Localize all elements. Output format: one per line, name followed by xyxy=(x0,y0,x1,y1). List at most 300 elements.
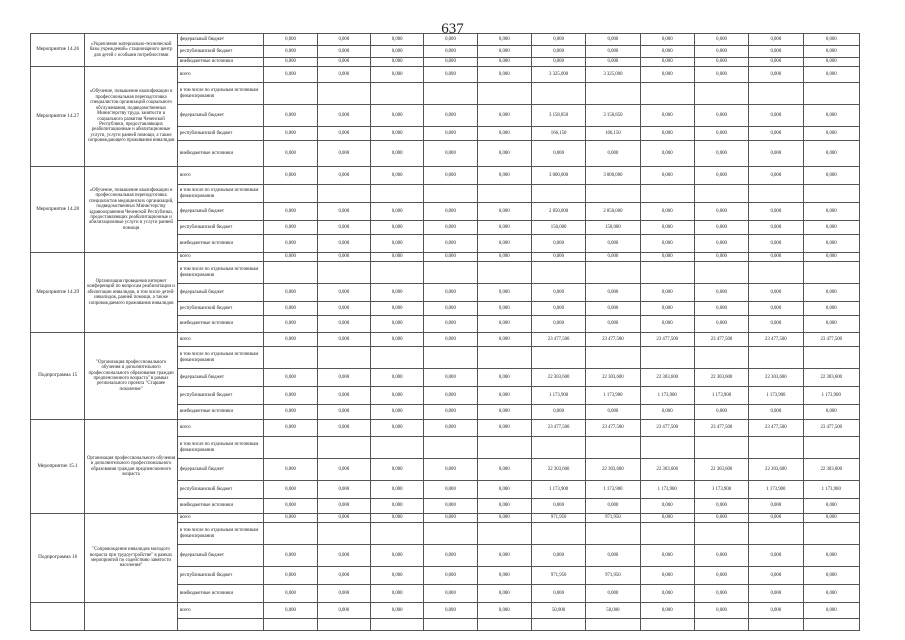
amount-cell xyxy=(317,262,370,284)
amount-cell xyxy=(749,262,803,284)
amount-cell: 0,000 xyxy=(803,34,860,46)
amount-cell: 0,000 xyxy=(586,316,640,333)
amount-cell: 0,000 xyxy=(477,333,531,347)
amount-cell xyxy=(264,523,317,545)
amount-cell: 0,000 xyxy=(640,253,694,262)
amount-cell: 0,000 xyxy=(803,603,860,619)
funding-source-cell: в том числе по отдельным источникам финансирования xyxy=(177,83,264,105)
amount-cell: 0,000 xyxy=(694,105,748,127)
amount-cell: 0,000 xyxy=(317,567,370,585)
amount-cell: 23 477,500 xyxy=(749,420,803,437)
amount-cell xyxy=(371,262,424,284)
amount-cell: 0,000 xyxy=(317,235,370,253)
amount-cell: 0,000 xyxy=(424,127,477,141)
amount-cell: 0,000 xyxy=(803,235,860,253)
funding-source-cell: внебюджетные источники xyxy=(177,235,264,253)
amount-cell: 0,000 xyxy=(586,58,640,67)
amount-cell: 22 303,600 xyxy=(803,459,860,481)
amount-cell: 0,000 xyxy=(640,545,694,567)
funding-source-cell: внебюджетные источники xyxy=(177,316,264,333)
amount-cell: 23 477,500 xyxy=(586,333,640,347)
amount-cell: 0,000 xyxy=(640,127,694,141)
amount-cell: 0,000 xyxy=(531,141,585,167)
amount-cell xyxy=(477,619,531,631)
amount-cell xyxy=(803,185,860,203)
amount-cell xyxy=(694,185,748,203)
amount-cell: 0,000 xyxy=(424,141,477,167)
amount-cell: 0,000 xyxy=(424,34,477,46)
amount-cell: 0,000 xyxy=(264,567,317,585)
amount-cell: 0,000 xyxy=(477,567,531,585)
amount-cell: 0,000 xyxy=(531,58,585,67)
amount-cell: 0,000 xyxy=(264,545,317,567)
amount-cell xyxy=(640,437,694,459)
amount-cell: 1 173,900 xyxy=(749,387,803,405)
block-code-cell xyxy=(31,603,85,631)
amount-cell: 0,000 xyxy=(317,284,370,302)
table-row xyxy=(31,34,860,46)
amount-cell: 0,000 xyxy=(694,127,748,141)
amount-cell: 23 477,500 xyxy=(640,333,694,347)
table-body xyxy=(31,34,860,631)
amount-cell: 0,000 xyxy=(749,105,803,127)
funding-source-cell: республиканский бюджет xyxy=(177,387,264,405)
amount-cell xyxy=(477,523,531,545)
amount-cell: 0,000 xyxy=(531,499,585,514)
amount-cell: 0,000 xyxy=(477,105,531,127)
amount-cell: 0,000 xyxy=(477,235,531,253)
amount-cell: 0,000 xyxy=(477,499,531,514)
amount-cell: 1 173,900 xyxy=(803,387,860,405)
amount-cell: 0,000 xyxy=(640,46,694,58)
amount-cell: 0,000 xyxy=(477,167,531,185)
amount-cell: 0,000 xyxy=(317,221,370,235)
amount-cell: 0,000 xyxy=(371,221,424,235)
table-row xyxy=(31,333,860,347)
amount-cell: 0,000 xyxy=(694,46,748,58)
amount-cell xyxy=(586,619,640,631)
amount-cell xyxy=(694,83,748,105)
amount-cell: 971,950 xyxy=(586,567,640,585)
amount-cell xyxy=(531,619,585,631)
amount-cell: 0,000 xyxy=(264,34,317,46)
amount-cell xyxy=(531,523,585,545)
amount-cell: 0,000 xyxy=(694,603,748,619)
block-code-cell: Мероприятие 15.1 xyxy=(31,420,85,514)
amount-cell: 1 173,900 xyxy=(640,481,694,499)
amount-cell: 0,000 xyxy=(264,405,317,420)
amount-cell: 0,000 xyxy=(694,585,748,603)
funding-source-cell: федеральный бюджет xyxy=(177,545,264,567)
amount-cell xyxy=(803,619,860,631)
amount-cell: 0,000 xyxy=(749,567,803,585)
amount-cell: 0,000 xyxy=(371,333,424,347)
amount-cell: 2 850,000 xyxy=(586,203,640,221)
amount-cell xyxy=(424,83,477,105)
amount-cell: 0,000 xyxy=(424,405,477,420)
amount-cell xyxy=(586,185,640,203)
amount-cell: 0,000 xyxy=(317,369,370,387)
amount-cell xyxy=(317,347,370,369)
amount-cell: 0,000 xyxy=(531,405,585,420)
amount-cell: 0,000 xyxy=(424,46,477,58)
amount-cell: 0,000 xyxy=(531,46,585,58)
amount-cell: 0,000 xyxy=(749,141,803,167)
amount-cell xyxy=(317,185,370,203)
amount-cell: 22 303,600 xyxy=(803,369,860,387)
amount-cell: 0,000 xyxy=(371,369,424,387)
amount-cell: 0,000 xyxy=(586,405,640,420)
block-description-cell: Организация профессионального обучения и дополнительного профессионального образования граждан предпенсионного возраста xyxy=(85,420,178,514)
amount-cell: 0,000 xyxy=(477,203,531,221)
amount-cell: 0,000 xyxy=(317,420,370,437)
amount-cell: 0,000 xyxy=(424,203,477,221)
amount-cell: 0,000 xyxy=(424,459,477,481)
amount-cell: 0,000 xyxy=(749,127,803,141)
amount-cell: 22 303,600 xyxy=(694,459,748,481)
funding-source-cell: внебюджетные источники xyxy=(177,585,264,603)
amount-cell: 23 477,500 xyxy=(749,333,803,347)
amount-cell: 0,000 xyxy=(371,420,424,437)
amount-cell: 0,000 xyxy=(640,284,694,302)
amount-cell: 0,000 xyxy=(371,235,424,253)
amount-cell: 0,000 xyxy=(317,302,370,316)
amount-cell xyxy=(640,262,694,284)
amount-cell: 0,000 xyxy=(477,221,531,235)
amount-cell: 0,000 xyxy=(317,499,370,514)
amount-cell: 0,000 xyxy=(531,302,585,316)
amount-cell xyxy=(586,83,640,105)
amount-cell: 0,000 xyxy=(424,302,477,316)
amount-cell: 0,000 xyxy=(803,302,860,316)
amount-cell xyxy=(586,347,640,369)
funding-source-cell: республиканский бюджет xyxy=(177,221,264,235)
amount-cell: 0,000 xyxy=(749,253,803,262)
amount-cell: 0,000 xyxy=(424,567,477,585)
amount-cell xyxy=(264,437,317,459)
amount-cell xyxy=(694,437,748,459)
amount-cell: 1 173,900 xyxy=(586,387,640,405)
block-code-cell: Подпрограмма 15 xyxy=(31,333,85,420)
amount-cell: 0,000 xyxy=(749,221,803,235)
funding-source-cell: внебюджетные источники xyxy=(177,58,264,67)
amount-cell xyxy=(640,185,694,203)
amount-cell: 0,000 xyxy=(803,46,860,58)
amount-cell: 0,000 xyxy=(531,316,585,333)
table-row xyxy=(31,420,860,437)
table-row xyxy=(31,67,860,83)
amount-cell: 0,000 xyxy=(264,481,317,499)
amount-cell: 0,000 xyxy=(803,58,860,67)
amount-cell: 0,000 xyxy=(477,34,531,46)
block-code-cell: Мероприятие 14.27 xyxy=(31,67,85,167)
amount-cell: 0,000 xyxy=(477,67,531,83)
amount-cell: 0,000 xyxy=(264,203,317,221)
amount-cell: 0,000 xyxy=(803,221,860,235)
funding-source-cell: республиканский бюджет xyxy=(177,567,264,585)
amount-cell: 0,000 xyxy=(317,34,370,46)
amount-cell: 0,000 xyxy=(803,405,860,420)
amount-cell xyxy=(803,437,860,459)
amount-cell: 0,000 xyxy=(749,405,803,420)
amount-cell: 0,000 xyxy=(371,405,424,420)
amount-cell: 0,000 xyxy=(424,105,477,127)
amount-cell: 0,000 xyxy=(640,67,694,83)
amount-cell: 0,000 xyxy=(424,481,477,499)
funding-source-cell: в том числе по отдельным источникам финансирования xyxy=(177,347,264,369)
amount-cell: 0,000 xyxy=(477,141,531,167)
amount-cell: 0,000 xyxy=(586,545,640,567)
amount-cell xyxy=(586,262,640,284)
amount-cell: 0,000 xyxy=(371,387,424,405)
amount-cell: 0,000 xyxy=(317,316,370,333)
amount-cell xyxy=(424,185,477,203)
amount-cell: 0,000 xyxy=(803,105,860,127)
amount-cell: 0,000 xyxy=(264,141,317,167)
amount-cell: 0,000 xyxy=(477,420,531,437)
funding-source-cell: республиканский бюджет xyxy=(177,127,264,141)
amount-cell: 166,150 xyxy=(531,127,585,141)
amount-cell: 22 303,600 xyxy=(640,369,694,387)
amount-cell: 0,000 xyxy=(264,105,317,127)
amount-cell: 0,000 xyxy=(640,302,694,316)
amount-cell: 0,000 xyxy=(694,302,748,316)
amount-cell xyxy=(749,523,803,545)
amount-cell: 0,000 xyxy=(477,58,531,67)
amount-cell: 0,000 xyxy=(586,34,640,46)
amount-cell: 3 158,850 xyxy=(586,105,640,127)
amount-cell: 0,000 xyxy=(694,284,748,302)
amount-cell xyxy=(803,347,860,369)
amount-cell: 0,000 xyxy=(694,567,748,585)
amount-cell: 0,000 xyxy=(424,235,477,253)
amount-cell: 0,000 xyxy=(640,585,694,603)
amount-cell: 0,000 xyxy=(749,235,803,253)
amount-cell: 0,000 xyxy=(424,58,477,67)
amount-cell: 3 000,000 xyxy=(531,167,585,185)
amount-cell: 0,000 xyxy=(803,141,860,167)
amount-cell: 0,000 xyxy=(317,141,370,167)
amount-cell: 0,000 xyxy=(803,167,860,185)
amount-cell: 0,000 xyxy=(694,167,748,185)
amount-cell: 23 477,500 xyxy=(803,420,860,437)
funding-source-cell: федеральный бюджет xyxy=(177,369,264,387)
amount-cell xyxy=(371,523,424,545)
amount-cell: 0,000 xyxy=(264,58,317,67)
amount-cell: 0,000 xyxy=(371,567,424,585)
amount-cell: 0,000 xyxy=(317,67,370,83)
amount-cell xyxy=(640,619,694,631)
amount-cell: 0,000 xyxy=(264,46,317,58)
funding-source-cell: в том числе по отдельным источникам финансирования xyxy=(177,523,264,545)
amount-cell: 0,000 xyxy=(749,545,803,567)
funding-source-cell: всего xyxy=(177,603,264,619)
amount-cell: 0,000 xyxy=(749,58,803,67)
amount-cell: 0,000 xyxy=(317,105,370,127)
amount-cell xyxy=(477,347,531,369)
amount-cell xyxy=(694,262,748,284)
amount-cell xyxy=(803,83,860,105)
amount-cell: 0,000 xyxy=(477,46,531,58)
amount-cell: 0,000 xyxy=(264,67,317,83)
amount-cell: 0,000 xyxy=(586,46,640,58)
amount-cell: 0,000 xyxy=(424,369,477,387)
amount-cell: 0,000 xyxy=(424,585,477,603)
amount-cell: 0,000 xyxy=(317,58,370,67)
amount-cell: 0,000 xyxy=(424,253,477,262)
amount-cell xyxy=(264,347,317,369)
amount-cell: 0,000 xyxy=(694,58,748,67)
funding-source-cell: внебюджетные источники xyxy=(177,405,264,420)
amount-cell: 0,000 xyxy=(317,167,370,185)
amount-cell xyxy=(371,347,424,369)
amount-cell: 0,000 xyxy=(640,105,694,127)
amount-cell: 971,950 xyxy=(586,514,640,523)
amount-cell xyxy=(586,437,640,459)
amount-cell: 0,000 xyxy=(371,34,424,46)
amount-cell: 0,000 xyxy=(803,567,860,585)
amount-cell: 0,000 xyxy=(424,167,477,185)
amount-cell: 3 158,850 xyxy=(531,105,585,127)
amount-cell xyxy=(264,83,317,105)
amount-cell xyxy=(424,262,477,284)
amount-cell: 0,000 xyxy=(586,284,640,302)
amount-cell: 0,000 xyxy=(264,167,317,185)
amount-cell: 0,000 xyxy=(694,499,748,514)
amount-cell: 0,000 xyxy=(371,167,424,185)
funding-source-cell: федеральный бюджет xyxy=(177,203,264,221)
amount-cell: 0,000 xyxy=(424,221,477,235)
funding-source-cell: всего xyxy=(177,253,264,262)
amount-cell: 0,000 xyxy=(803,585,860,603)
amount-cell: 0,000 xyxy=(640,34,694,46)
amount-cell: 0,000 xyxy=(749,167,803,185)
amount-cell: 0,000 xyxy=(694,514,748,523)
funding-source-cell: внебюджетные источники xyxy=(177,499,264,514)
amount-cell: 0,000 xyxy=(531,34,585,46)
amount-cell: 0,000 xyxy=(264,514,317,523)
amount-cell: 0,000 xyxy=(640,235,694,253)
amount-cell: 0,000 xyxy=(371,514,424,523)
amount-cell: 22 303,600 xyxy=(586,369,640,387)
amount-cell: 0,000 xyxy=(640,203,694,221)
amount-cell: 0,000 xyxy=(477,603,531,619)
amount-cell: 0,000 xyxy=(424,333,477,347)
amount-cell: 0,000 xyxy=(477,405,531,420)
amount-cell xyxy=(694,523,748,545)
funding-source-cell: республиканский бюджет xyxy=(177,302,264,316)
amount-cell: 0,000 xyxy=(803,203,860,221)
funding-source-cell: в том числе по отдельным источникам финансирования xyxy=(177,185,264,203)
amount-cell: 0,000 xyxy=(586,235,640,253)
amount-cell xyxy=(531,347,585,369)
amount-cell: 0,000 xyxy=(803,499,860,514)
amount-cell: 3 000,000 xyxy=(586,167,640,185)
table-row xyxy=(31,167,860,185)
amount-cell: 0,000 xyxy=(477,284,531,302)
amount-cell xyxy=(640,523,694,545)
amount-cell: 23 477,500 xyxy=(531,420,585,437)
amount-cell: 0,000 xyxy=(749,302,803,316)
amount-cell: 0,000 xyxy=(371,603,424,619)
amount-cell xyxy=(317,83,370,105)
amount-cell: 0,000 xyxy=(694,203,748,221)
amount-cell xyxy=(803,262,860,284)
amount-cell: 0,000 xyxy=(694,253,748,262)
amount-cell: 0,000 xyxy=(424,387,477,405)
amount-cell: 0,000 xyxy=(477,545,531,567)
amount-cell: 22 303,600 xyxy=(531,369,585,387)
amount-cell xyxy=(477,185,531,203)
amount-cell xyxy=(317,619,370,631)
amount-cell: 0,000 xyxy=(749,514,803,523)
amount-cell: 1 173,900 xyxy=(640,387,694,405)
funding-source-cell: федеральный бюджет xyxy=(177,284,264,302)
amount-cell: 0,000 xyxy=(749,203,803,221)
block-description-cell: «Обучение, повышение квалификации и профессиональная переподготовка специалистов организаций социального обслуживания, подведомственных Министерству труда, занятости и социального развития Чеченской Республики, предоставляющих реабилитационные и абилитационные услуги, услуги ранней помощи, а также сопровождающего проживания инвалидов xyxy=(85,67,178,167)
amount-cell: 0,000 xyxy=(477,481,531,499)
amount-cell: 0,000 xyxy=(531,284,585,302)
amount-cell: 3 325,000 xyxy=(531,67,585,83)
amount-cell: 0,000 xyxy=(264,585,317,603)
amount-cell: 0,000 xyxy=(749,67,803,83)
amount-cell: 0,000 xyxy=(317,203,370,221)
table-row xyxy=(31,514,860,523)
amount-cell: 0,000 xyxy=(749,316,803,333)
amount-cell: 0,000 xyxy=(317,387,370,405)
amount-cell: 0,000 xyxy=(531,545,585,567)
amount-cell: 0,000 xyxy=(371,253,424,262)
amount-cell: 1 173,900 xyxy=(586,481,640,499)
amount-cell: 0,000 xyxy=(424,316,477,333)
amount-cell xyxy=(531,437,585,459)
amount-cell: 22 303,600 xyxy=(531,459,585,481)
amount-cell: 0,000 xyxy=(371,481,424,499)
amount-cell: 0,000 xyxy=(640,499,694,514)
block-description-cell: Организация проведения интернет конференций по вопросам реабилитации и абилитации инвалидов, в том числе детей-инвалидов, ранней помощи, а также сопровождаемого проживания инвалидов xyxy=(85,253,178,333)
amount-cell: 166,150 xyxy=(586,127,640,141)
amount-cell: 23 477,500 xyxy=(694,333,748,347)
block-description-cell: "Сопровождение инвалидов молодого возраста при трудоустройстве" в рамках мероприятий по содействию занятости населения" xyxy=(85,514,178,603)
funding-source-cell: в том числе по отдельным источникам финансирования xyxy=(177,262,264,284)
amount-cell xyxy=(477,437,531,459)
amount-cell: 0,000 xyxy=(317,253,370,262)
amount-cell: 0,000 xyxy=(424,603,477,619)
amount-cell xyxy=(749,619,803,631)
amount-cell xyxy=(477,262,531,284)
amount-cell xyxy=(317,437,370,459)
amount-cell: 0,000 xyxy=(477,302,531,316)
amount-cell: 0,000 xyxy=(586,253,640,262)
amount-cell xyxy=(371,83,424,105)
amount-cell: 0,000 xyxy=(640,141,694,167)
amount-cell: 50,000 xyxy=(531,603,585,619)
amount-cell: 0,000 xyxy=(694,405,748,420)
amount-cell xyxy=(640,83,694,105)
amount-cell: 0,000 xyxy=(371,141,424,167)
amount-cell: 0,000 xyxy=(317,514,370,523)
amount-cell: 0,000 xyxy=(264,387,317,405)
amount-cell: 0,000 xyxy=(749,499,803,514)
amount-cell: 0,000 xyxy=(371,203,424,221)
amount-cell: 0,000 xyxy=(640,567,694,585)
block-description-cell: «Укрепление материально-технической базы учреждений» стационарного центр для детей с особыми потребностями xyxy=(85,34,178,67)
amount-cell: 1 173,900 xyxy=(803,481,860,499)
amount-cell: 22 303,600 xyxy=(749,369,803,387)
amount-cell xyxy=(531,262,585,284)
amount-cell: 0,000 xyxy=(371,105,424,127)
amount-cell: 0,000 xyxy=(803,127,860,141)
